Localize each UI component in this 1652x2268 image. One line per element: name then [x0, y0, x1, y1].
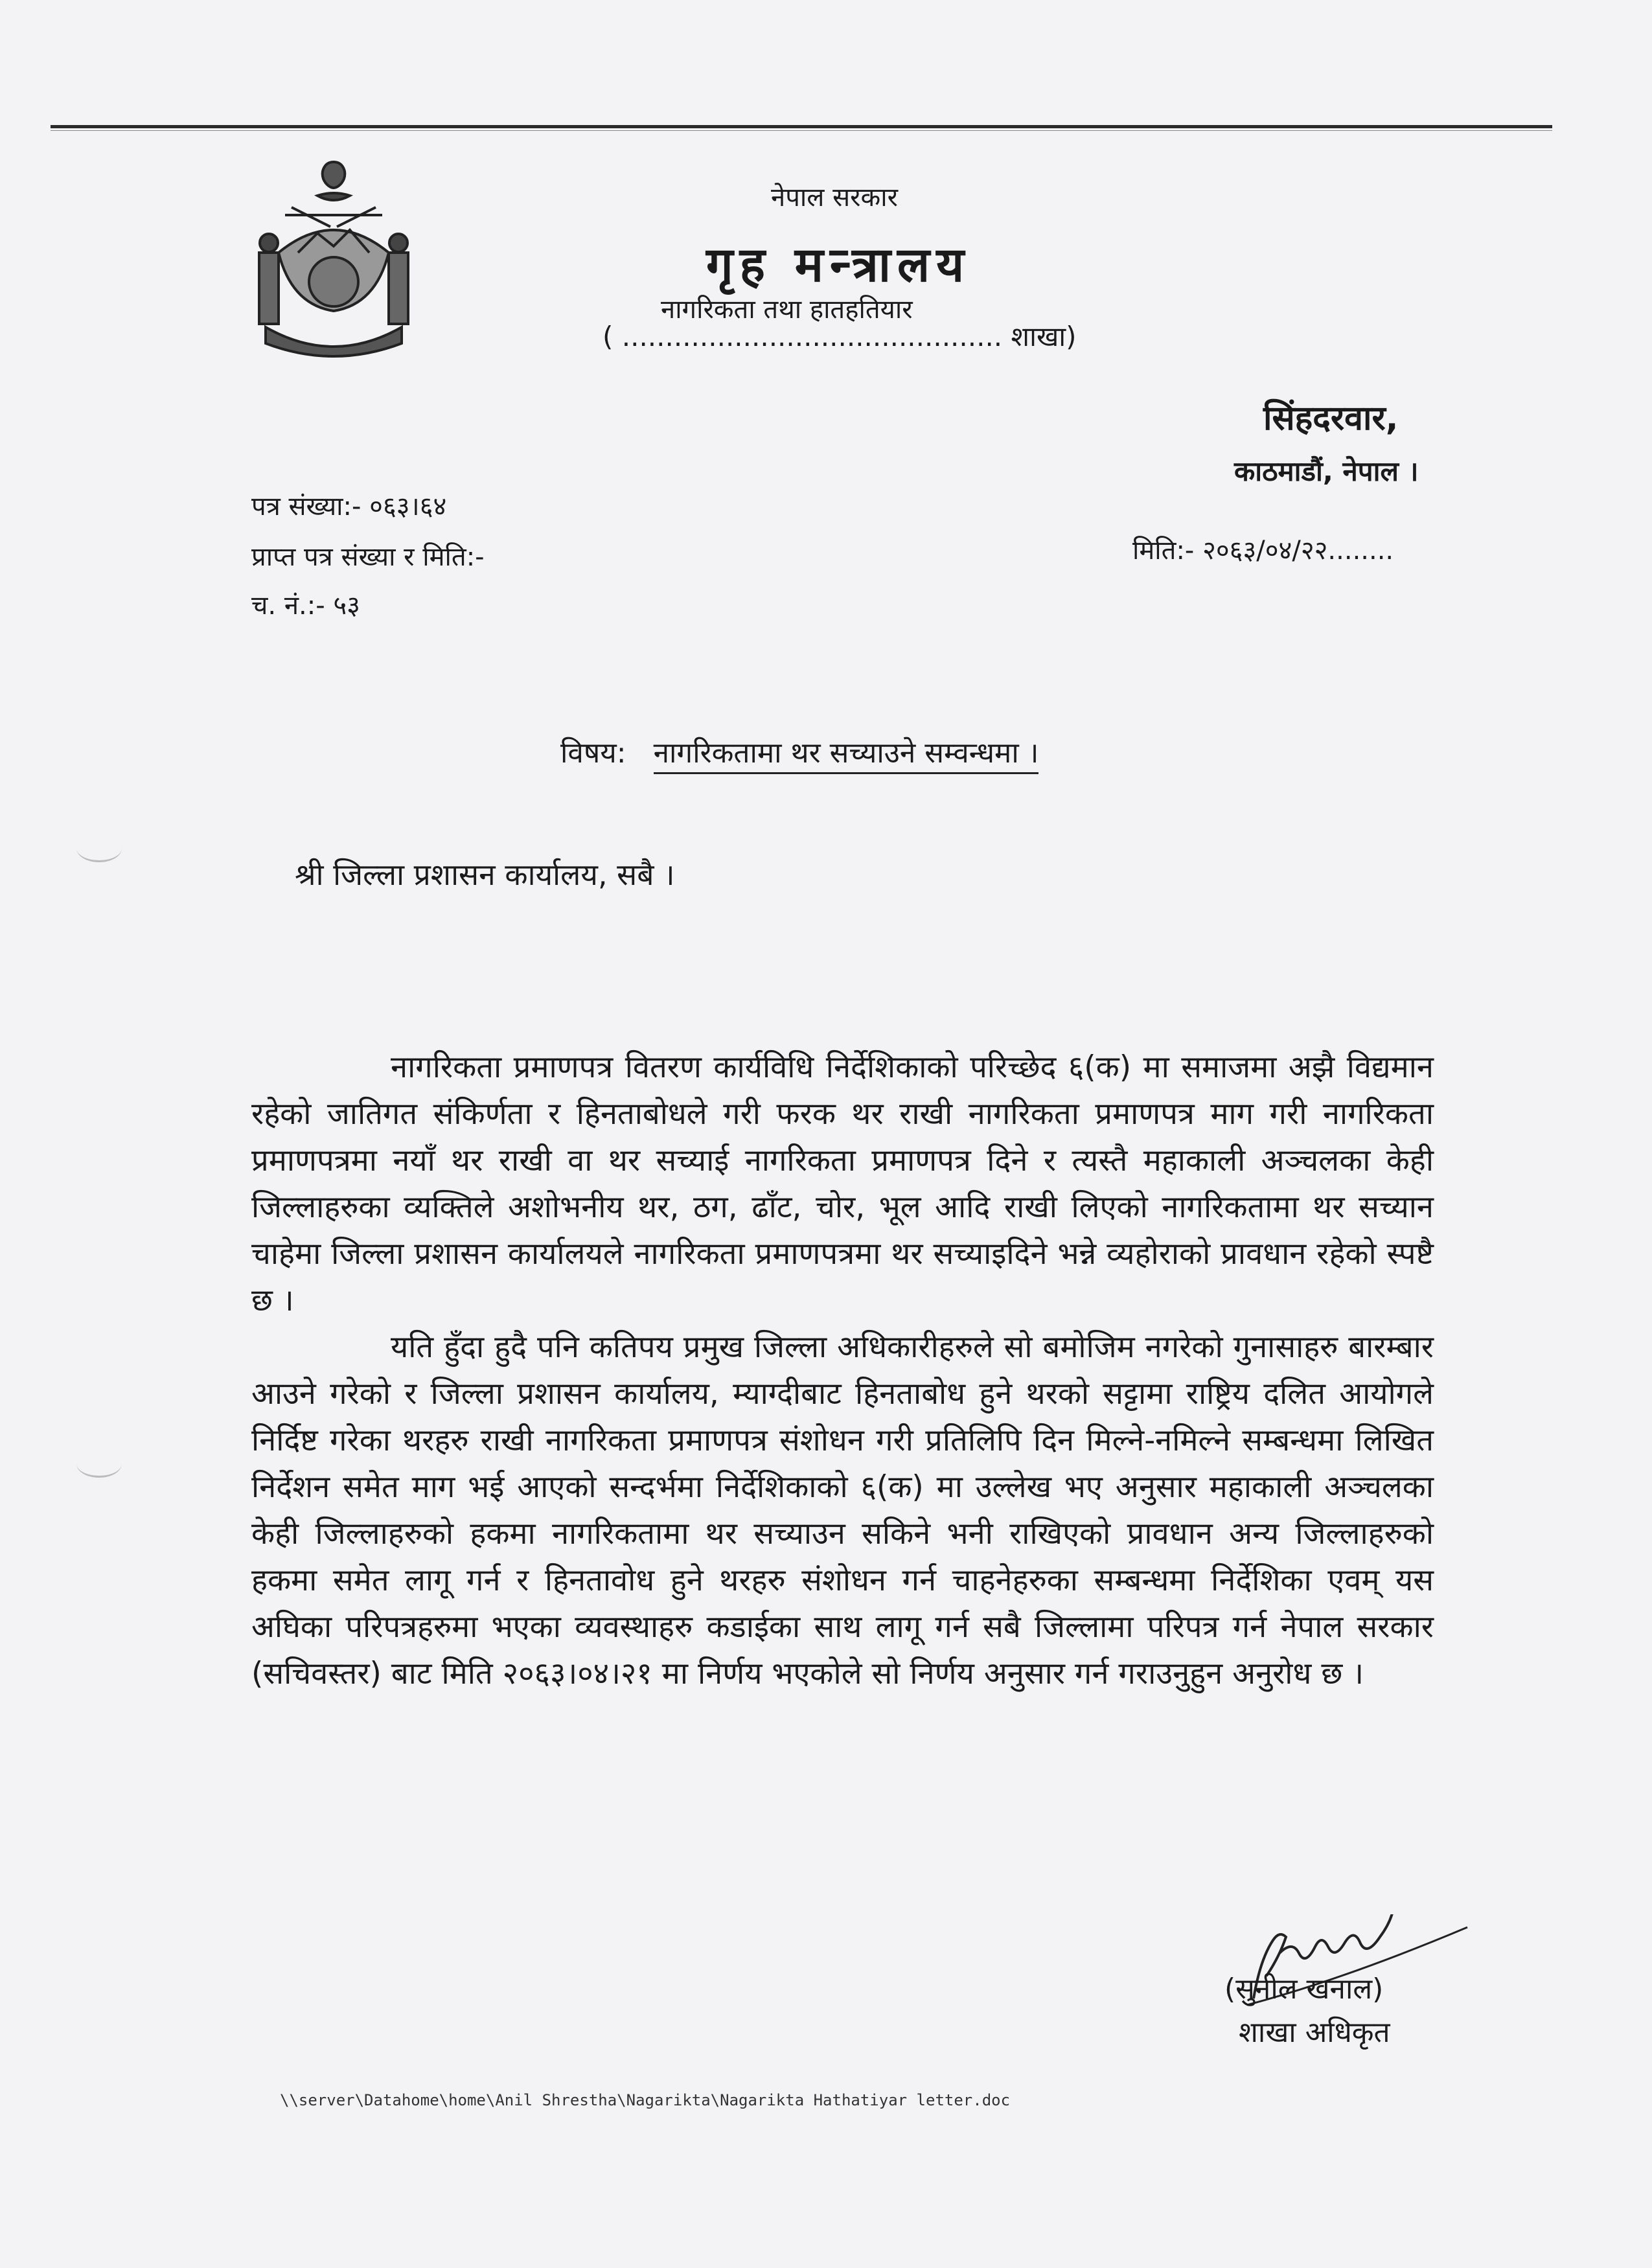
subject-label: विषय: — [560, 737, 626, 770]
letter-date: मिति:- २०६३/०४/२२........ — [1132, 536, 1394, 566]
dispatch-number: च. नं.:- ५३ — [251, 591, 360, 621]
punch-hole-mark — [76, 834, 122, 862]
top-rule-shadow — [51, 130, 1552, 131]
subject-text: नागरिकतामा थर सच्याउने सम्वन्धमा । — [654, 737, 1039, 774]
body-paragraph: नागरिकता प्रमाणपत्र वितरण कार्यविधि निर्देशिकाको परिच्छेद ६(क) मा समाजमा अझै विद्यमान रहेको जातिगत संकिर्णता र हिनताबोधले गरी फरक थर राखी नागरिकता प्रमाणपत्र माग गरी नागरिकता प्रमाणपत्रमा नयाँ थर राखी वा थर सच्याई नागरिकता प्रमाणपत्र दिने र त्यस्तै महाकाली अञ्चलका केही जिल्लाहरुका व्यक्तिले अशोभनीय थर, ठग, ढाँट, चोर, भूल आदि राखी लिएको नागरिकतामा थर सच्यान चाहेमा जिल्ला प्रशासन कार्यालयले नागरिकता प्रमाणपत्रमा थर सच्याइदिने भन्ने व्यहोराको प्रावधान रहेको स्पष्टै छ । — [251, 1049, 1434, 1318]
branch-line: ( ............................................ शाखा) — [602, 321, 1077, 352]
signatory-title: शाखा अधिकृत — [1239, 2016, 1390, 2049]
punch-hole-mark — [76, 1450, 122, 1478]
body-paragraph: यति हुँदा हुदै पनि कतिपय प्रमुख जिल्ला अधिकारीहरुले सो बमोजिम नगरेको गुनासाहरु बारम्बार आउने गरेको र जिल्ला प्रशासन कार्यालय, म्याग्दीबाट हिनताबोध हुने थरको सट्टामा राष्ट्रिय दलित आयोगले निर्दिष्ट गरेका थरहरु राखी नागरिकता प्रमाणपत्र संशोधन गरी प्रतिलिपि दिन मिल्ने-नमिल्ने सम्बन्धमा लिखित निर्देशन समेत माग भई आएको सन्दर्भमा निर्देशिकाको ६(क) मा उल्लेख भए अनुसार महाकाली अञ्चलका केही जिल्लाहरुको हकमा नागरिकतामा थर सच्याउन सकिने भनी राखिएको प्रावधान अन्य जिल्लाहरुको हकमा समेत लागू गर्न र हिनतावोध हुने थरहरु संशोधन गर्न चाहनेहरुका सम्बन्धमा निर्देशिका एवम् यस अघिका परिपत्रहरुमा भएका व्यवस्थाहरु कडाईका साथ लागू गर्न सबै जिल्लामा परिपत्र गर्न नेपाल सरकार (सचिवस्तर) बाट मिति २०६३।०४।२१ मा निर्णय भएकोले सो निर्णय अनुसार गर्न गराउनुहुन अनुरोध छ । — [251, 1329, 1434, 1691]
ministry-name: गृह मन्त्रालय — [706, 237, 971, 293]
letter-number: पत्र संख्या:- ०६३।६४ — [251, 492, 447, 521]
received-letter-reference: प्राप्त पत्र संख्या र मिति:- — [251, 542, 485, 572]
subject-line — [560, 732, 1038, 771]
government-name: नेपाल सरकार — [771, 183, 898, 212]
file-path-footer: \\server\Datahome\home\Anil Shrestha\Nagarikta\Nagarikta Hathatiyar letter.doc — [280, 2091, 1011, 2109]
addressee: श्री जिल्ला प्रशासन कार्यालय, सबै । — [295, 857, 675, 892]
place-line-2: काठमाडौं, नेपाल । — [1234, 455, 1419, 487]
top-rule — [51, 125, 1552, 128]
letter-body — [251, 1044, 1434, 1697]
signatory-name: (सुनील खनाल) — [1224, 1973, 1384, 2006]
place-line-1: सिंहदरवार, — [1263, 399, 1399, 438]
division-name: नागरिकता तथा हातहतियार — [661, 295, 913, 325]
nepal-emblem-icon — [240, 155, 428, 363]
